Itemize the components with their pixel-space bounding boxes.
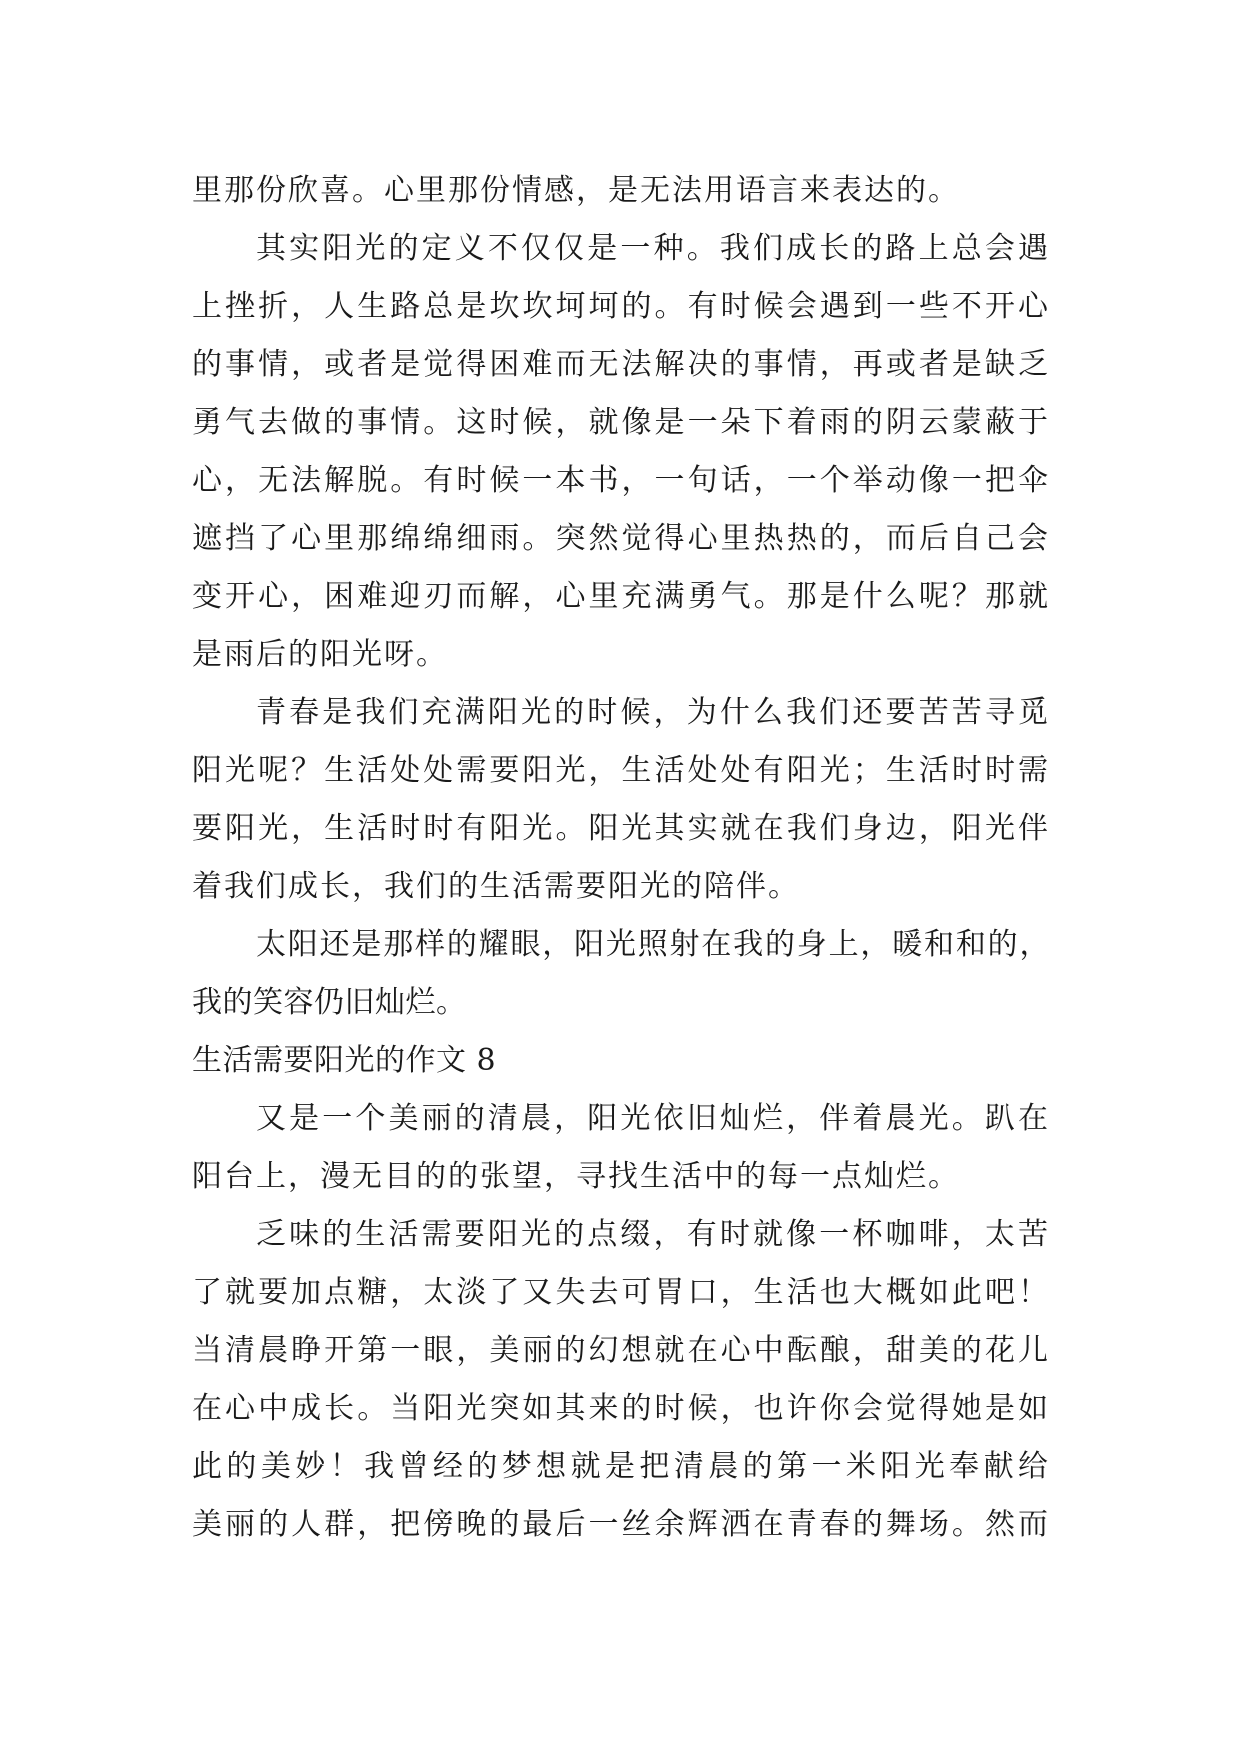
text-line: 当清晨睁开第一眼，美丽的幻想就在心中酝酿，甜美的花儿 bbox=[192, 1333, 1050, 1368]
text-line: 着我们成长，我们的生活需要阳光的陪伴。 bbox=[192, 869, 800, 904]
section-heading: 生活需要阳光的作文 8 bbox=[192, 1043, 497, 1078]
text-line: 我的笑容仍旧灿烂。 bbox=[192, 985, 467, 1020]
text-line: 变开心，困难迎刃而解，心里充满勇气。那是什么呢？那就 bbox=[192, 579, 1050, 614]
text-line: 是雨后的阳光呀。 bbox=[192, 637, 448, 672]
text-line: 的事情，或者是觉得困难而无法解决的事情，再或者是缺乏 bbox=[192, 347, 1050, 382]
text-line: 青春是我们充满阳光的时候，为什么我们还要苦苦寻觅 bbox=[256, 695, 1050, 730]
text-line: 太阳还是那样的耀眼，阳光照射在我的身上，暖和和的， bbox=[256, 927, 1050, 962]
text-line: 阳台上，漫无目的的张望，寻找生活中的每一点灿烂。 bbox=[192, 1159, 960, 1194]
text-line: 了就要加点糖，太淡了又失去可胃口，生活也大概如此吧！ bbox=[192, 1275, 1050, 1310]
text-line: 勇气去做的事情。这时候，就像是一朵下着雨的阴云蒙蔽于 bbox=[192, 405, 1050, 440]
text-line: 乏味的生活需要阳光的点缀，有时就像一杯咖啡，太苦 bbox=[256, 1217, 1050, 1252]
text-line: 又是一个美丽的清晨，阳光依旧灿烂，伴着晨光。趴在 bbox=[256, 1101, 1050, 1136]
text-line: 里那份欣喜。心里那份情感，是无法用语言来表达的。 bbox=[192, 173, 960, 208]
text-line: 心，无法解脱。有时候一本书，一句话，一个举动像一把伞 bbox=[192, 463, 1050, 498]
text-line: 其实阳光的定义不仅仅是一种。我们成长的路上总会遇 bbox=[256, 231, 1050, 266]
document-body bbox=[192, 162, 1050, 1554]
text-line: 此的美妙！我曾经的梦想就是把清晨的第一米阳光奉献给 bbox=[192, 1449, 1050, 1484]
text-line: 美丽的人群，把傍晚的最后一丝余辉洒在青春的舞场。然而 bbox=[192, 1507, 1050, 1542]
text-line: 上挫折，人生路总是坎坎坷坷的。有时候会遇到一些不开心 bbox=[192, 289, 1050, 324]
text-line: 在心中成长。当阳光突如其来的时候，也许你会觉得她是如 bbox=[192, 1391, 1050, 1426]
text-line: 要阳光，生活时时有阳光。阳光其实就在我们身边，阳光伴 bbox=[192, 811, 1050, 846]
text-line: 阳光呢？生活处处需要阳光，生活处处有阳光；生活时时需 bbox=[192, 753, 1050, 788]
text-line: 遮挡了心里那绵绵细雨。突然觉得心里热热的，而后自己会 bbox=[192, 521, 1050, 556]
